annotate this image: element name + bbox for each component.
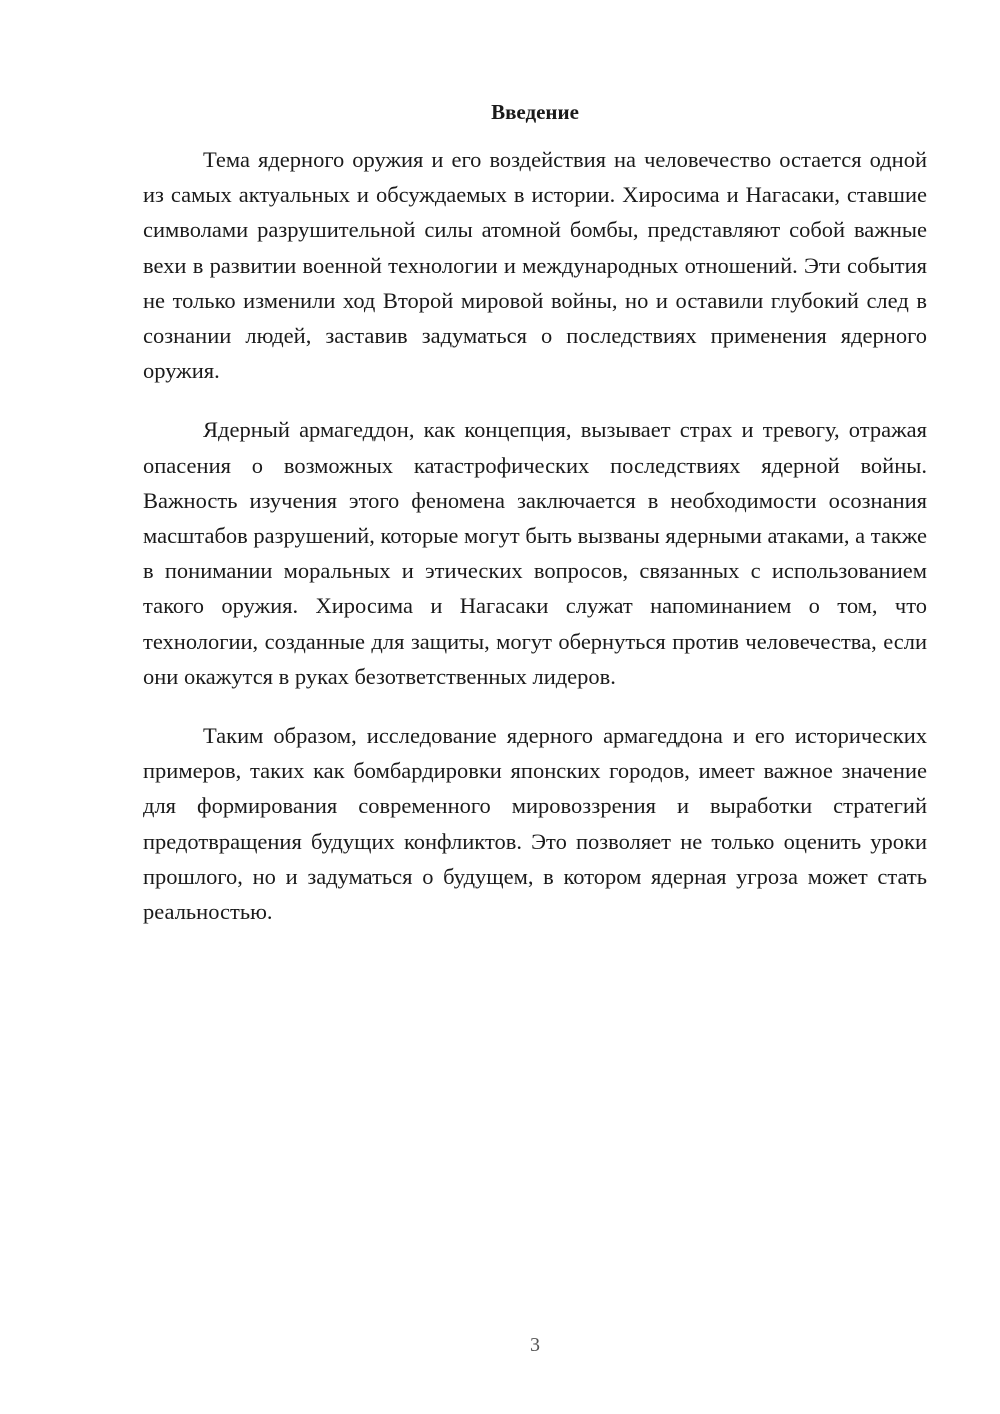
paragraph-1: Тема ядерного оружия и его воздействия на человечество остается одной из самых актуальных и обсуждаемых в истории. Хиросима и Нагасаки, ставшие символами разрушительной силы атомной бомбы, представляют собой важные вехи в развитии военной технологии и международных отношений. Эти события не только изменили ход Второй мировой войны, но и оставили глубокий след в сознании людей, заставив задуматься о последствиях применения ядерного оружия. bbox=[143, 147, 927, 384]
paragraph-2: Ядерный армагеддон, как концепция, вызывает страх и тревогу, отражая опасения о возможных катастрофических последствиях ядерной войны. Важность изучения этого феномена заключается в необходимости осознания масштабов разрушений, которые могут быть вызваны ядерными атаками, а также в понимании моральных и этических вопросов, связанных с использованием такого оружия. Хиросима и Нагасаки служат напоминанием о том, что технологии, созданные для защиты, могут обернуться против человечества, если они окажутся в руках безответственных лидеров. bbox=[143, 417, 927, 689]
page-number: 3 bbox=[530, 1334, 540, 1356]
body-text bbox=[143, 142, 927, 953]
paragraph-3: Таким образом, исследование ядерного армагеддона и его исторических примеров, таких как бомбардировки японских городов, имеет важное значение для формирования современного мировоззрения и выработки стратегий предотвращения будущих конфликтов. Это позволяет не только оценить уроки прошлого, но и задуматься о будущем, в котором ядерная угроза может стать реальностью. bbox=[143, 723, 927, 925]
section-heading: Введение bbox=[491, 100, 579, 124]
